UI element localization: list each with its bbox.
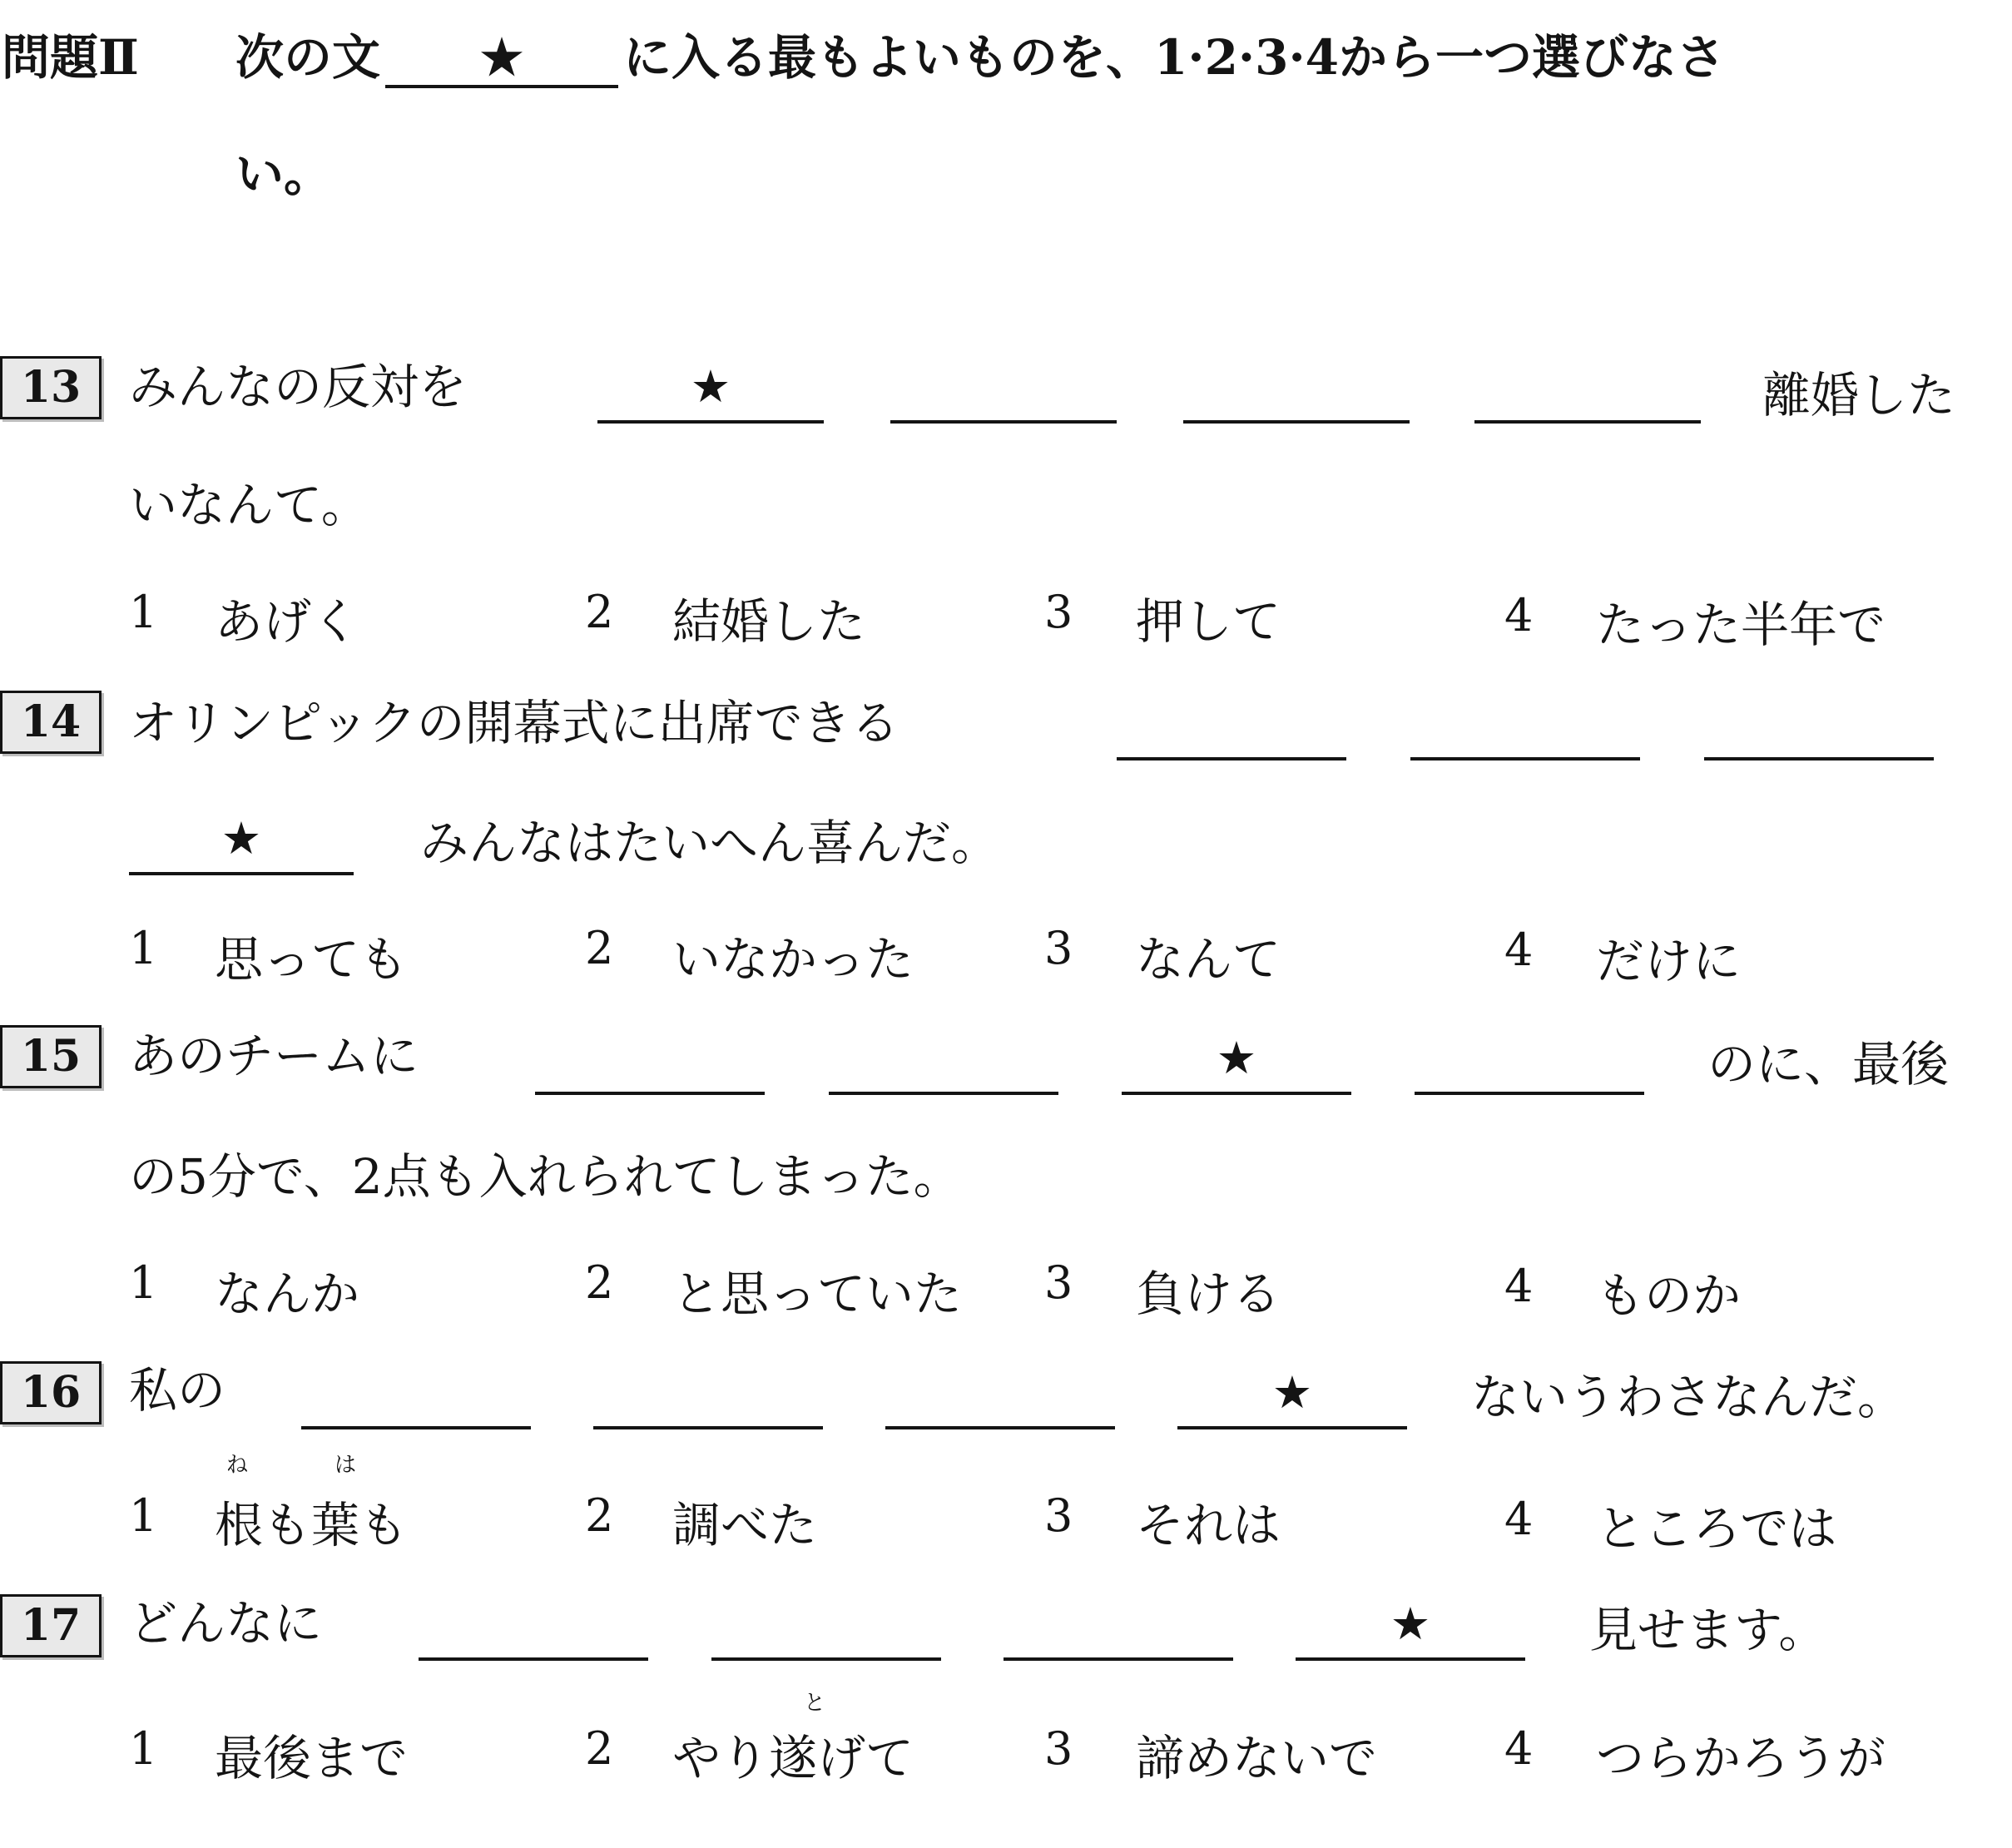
question-15-blank-3[interactable]: ★ (1122, 1025, 1351, 1095)
q15-option-1-text[interactable]: なんか (215, 1266, 360, 1322)
question-15-blank-4[interactable] (1415, 1025, 1644, 1095)
question-14-blank-4[interactable]: ★ (129, 805, 354, 875)
q16-ruby-ha: は (335, 1453, 357, 1478)
question-15-text: あのチームに (129, 1028, 419, 1084)
q14-option-3-text[interactable]: なんて (1136, 931, 1281, 988)
question-13-number: 13 (0, 356, 102, 419)
q15-option-3-number: 3 (1044, 1256, 1073, 1309)
q14-option-1-number: 1 (129, 922, 158, 974)
q17-ruby-to: と (804, 1691, 826, 1716)
q13-option-1-number: 1 (129, 586, 158, 638)
question-14-line-2: みんなはたいへん喜んだ。 (420, 815, 1000, 871)
q16-option-2-number: 2 (585, 1489, 614, 1542)
question-15-blank-1[interactable] (535, 1025, 765, 1095)
q16-ruby-ne: ね (226, 1453, 249, 1478)
q16-option-2-text[interactable]: 調べた (672, 1497, 818, 1553)
question-15-line-2: の5分で、2点も入れられてしまった。 (129, 1148, 962, 1205)
question-14-text: オリンピックの開幕式に出席できる (129, 695, 899, 751)
q13-option-3-text[interactable]: 押して (1136, 593, 1281, 650)
q16-option-4-number: 4 (1504, 1493, 1534, 1545)
instruction-line-2: い。 (235, 146, 333, 202)
q14-option-2-text[interactable]: いなかった (672, 931, 914, 988)
q17-option-1-text[interactable]: 最後まで (215, 1730, 409, 1786)
q13-option-2-text[interactable]: 結婚した (672, 593, 866, 650)
q14-option-2-number: 2 (585, 922, 614, 974)
question-17-blank-1[interactable] (419, 1591, 648, 1661)
question-14-number: 14 (0, 691, 102, 754)
question-16-tail: ないうわさなんだ。 (1471, 1369, 1906, 1425)
instruction-line-1 (235, 29, 1726, 88)
question-17-text: どんなに (129, 1595, 323, 1652)
q13-option-4-number: 4 (1504, 589, 1534, 642)
question-14-blank-3[interactable] (1704, 691, 1934, 761)
q17-option-4-text[interactable]: つらかろうが (1596, 1730, 1886, 1786)
question-17-blank-2[interactable] (711, 1591, 941, 1661)
q16-option-3-number: 3 (1044, 1489, 1073, 1542)
instruction-text-end: に入る最もよいものを、1·2·3·4から一つ選びなさ (623, 29, 1726, 86)
question-16-blank-3[interactable] (885, 1360, 1115, 1429)
question-15-number: 15 (0, 1025, 102, 1088)
q15-option-3-text[interactable]: 負ける (1136, 1266, 1281, 1322)
q16-option-4-text[interactable]: ところでは (1596, 1500, 1837, 1557)
question-17-number: 17 (0, 1594, 102, 1657)
q13-option-1-text[interactable]: あげく (215, 593, 360, 650)
q15-option-4-number: 4 (1504, 1260, 1534, 1312)
q13-option-4-text[interactable]: たった半年で (1596, 597, 1886, 653)
question-15-blank-2[interactable] (829, 1025, 1058, 1095)
q15-option-2-number: 2 (585, 1256, 614, 1309)
q16-option-3-text[interactable]: それは (1136, 1497, 1281, 1553)
q15-option-1-number: 1 (129, 1256, 158, 1309)
q16-option-1-number: 1 (129, 1489, 158, 1542)
question-17-blank-3[interactable] (1004, 1591, 1233, 1661)
q14-option-4-text[interactable]: だけに (1596, 933, 1742, 989)
question-13-text: みんなの反対を (129, 359, 468, 415)
question-13-line-2: いなんて。 (129, 477, 369, 533)
question-13-tail: 離婚した (1762, 367, 1956, 424)
question-17-tail: 見せます。 (1589, 1602, 1827, 1658)
question-13-blank-3[interactable] (1183, 354, 1410, 424)
question-16-blank-1[interactable] (301, 1360, 531, 1429)
instruction-text-start: 次の文 (235, 29, 381, 86)
q15-option-4-text[interactable]: ものか (1596, 1267, 1742, 1324)
question-15-tail: のに、最後 (1707, 1036, 1950, 1092)
q17-option-1-number: 1 (129, 1722, 158, 1775)
q16-option-1-text[interactable]: 根も葉も (215, 1497, 409, 1553)
question-14-blank-2[interactable] (1410, 691, 1640, 761)
question-16-text: 私の (129, 1362, 226, 1419)
instruction-star-blank: ★ (385, 33, 618, 88)
q17-option-4-number: 4 (1504, 1722, 1534, 1775)
q14-option-1-text[interactable]: 思っても (215, 931, 409, 988)
q13-option-3-number: 3 (1044, 586, 1073, 638)
q14-option-3-number: 3 (1044, 922, 1073, 974)
question-16-blank-4[interactable]: ★ (1177, 1360, 1407, 1429)
q15-option-2-text[interactable]: と思っていた (672, 1266, 963, 1322)
q17-option-3-number: 3 (1044, 1722, 1073, 1775)
question-16-blank-2[interactable] (593, 1360, 823, 1429)
q17-option-2-text[interactable]: やり遂げて (672, 1730, 914, 1786)
question-16-number: 16 (0, 1361, 102, 1424)
q17-option-3-text[interactable]: 諦めないで (1136, 1730, 1378, 1786)
question-17-blank-4[interactable]: ★ (1296, 1591, 1525, 1661)
q17-option-2-number: 2 (585, 1722, 614, 1775)
question-13-blank-4[interactable] (1474, 354, 1701, 424)
section-label: 問題Ⅱ (2, 29, 139, 86)
question-14-blank-1[interactable] (1117, 691, 1346, 761)
question-13-blank-2[interactable] (890, 354, 1117, 424)
q14-option-4-number: 4 (1504, 924, 1534, 976)
q13-option-2-number: 2 (585, 586, 614, 638)
question-13-blank-1[interactable]: ★ (597, 354, 824, 424)
